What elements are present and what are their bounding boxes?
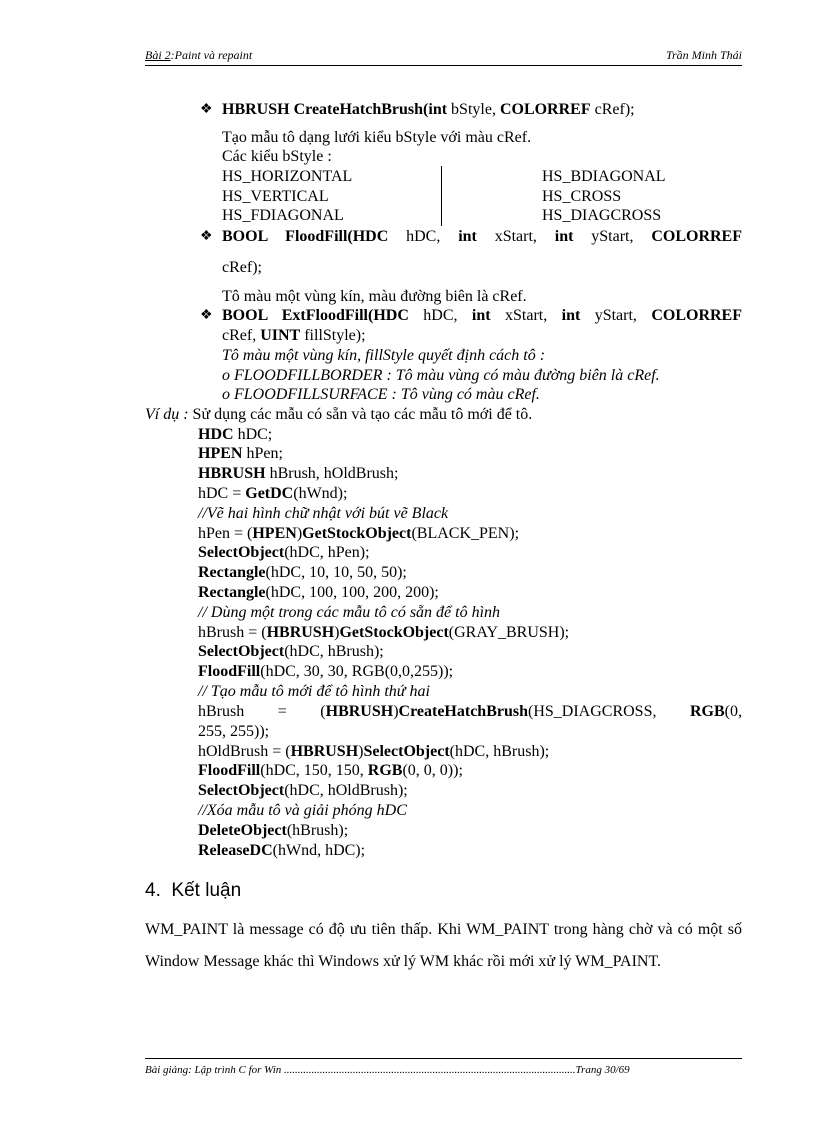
conclusion-paragraph: WM_PAINT là message có độ ưu tiên thấp. Khi WM_PAINT trong hàng chờ và có một số Window Message khác thì Windows xử lý WM khác rồi mới xử lý WM_PAINT. (145, 921, 742, 970)
code-line: hOldBrush = (HBRUSH)SelectObject(hDC, hBrush); (198, 743, 550, 760)
header-author: Trần Minh Thái (665, 48, 742, 62)
hatch-description: Tạo mẫu tô dạng lưới kiểu bStyle với màu cRef. (222, 129, 532, 146)
fillstyle-border: o FLOODFILLBORDER : Tô màu vùng có màu đường biên là cRef. (222, 367, 660, 384)
section-number: 4. (145, 880, 161, 901)
example-intro: Ví dụ : Sử dụng các mẫu có sẵn và tạo các mẫu tô mới để tô. (145, 406, 533, 423)
footer-rule (145, 1058, 742, 1059)
style-left-3: HS_FDIAGONAL (222, 207, 344, 224)
bullet-icon: ❖ (200, 229, 213, 244)
code-line: Rectangle(hDC, 100, 100, 200, 200); (198, 584, 439, 601)
code-line: HBRUSH hBrush, hOldBrush; (198, 465, 399, 482)
style-right-3: HS_DIAGCROSS (542, 207, 662, 224)
section-title: Kết luận (171, 880, 242, 901)
page-footer (145, 1064, 742, 1076)
bullet-icon: ❖ (200, 102, 213, 117)
code-line: SelectObject(hDC, hBrush); (198, 643, 384, 660)
footer-page-number: Trang 30/69 (575, 1064, 630, 1076)
code-line: ReleaseDC(hWnd, hDC); (198, 842, 366, 859)
code-line: FloodFill(hDC, 30, 30, RGB(0,0,255)); (198, 663, 454, 680)
code-line: hDC = GetDC(hWnd); (198, 485, 348, 502)
footer-title: Bài giảng: Lập trình C for Win (145, 1064, 282, 1076)
style-right-2: HS_CROSS (542, 188, 622, 205)
code-line: FloodFill(hDC, 150, 150, RGB(0, 0, 0)); (198, 762, 463, 779)
header-lesson-title: :Paint và repaint (170, 48, 253, 62)
extfloodfill-description: Tô màu một vùng kín, fillStyle quyết định cách tô : (222, 347, 546, 364)
example-label: Ví dụ : (145, 406, 189, 423)
fillstyle-surface: o FLOODFILLSURFACE : Tô vùng có màu cRef. (222, 386, 540, 403)
floodfill-description: Tô màu một vùng kín, màu đường biên là cRef. (222, 288, 527, 305)
code-line: SelectObject(hDC, hPen); (198, 544, 370, 561)
bullet-icon: ❖ (200, 308, 213, 323)
header-rule (145, 65, 742, 66)
code-comment: // Tạo mẫu tô mới để tô hình thứ hai (198, 683, 430, 700)
header-left (145, 48, 252, 63)
code-line: SelectObject(hDC, hOldBrush); (198, 782, 408, 799)
extfloodfill-signature-cont: cRef, UINT fillStyle); (222, 327, 366, 344)
code-line: DeleteObject(hBrush); (198, 822, 349, 839)
code-line: 255, 255)); (198, 723, 270, 740)
section-heading (145, 880, 241, 902)
code-line: Rectangle(hDC, 10, 10, 50, 50); (198, 564, 407, 581)
style-right-1: HS_BDIAGONAL (542, 168, 666, 185)
code-line: hBrush = (HBRUSH)CreateHatchBrush(HS_DIAGCROSS, RGB(0, (198, 703, 742, 720)
hatch-signature: HBRUSH CreateHatchBrush(int bStyle, COLORREF cRef); (222, 101, 635, 118)
code-comment: //Vẽ hai hình chữ nhật với bút vẽ Black (198, 505, 449, 522)
floodfill-signature-cont: cRef); (222, 259, 262, 276)
header-lesson-link[interactable]: Bài 2 (145, 48, 171, 62)
extfloodfill-signature: BOOL ExtFloodFill(HDC hDC, int xStart, int yStart, COLORREF (222, 307, 742, 324)
code-line: hBrush = (HBRUSH)GetStockObject(GRAY_BRUSH); (198, 624, 570, 641)
styles-divider (441, 166, 442, 226)
floodfill-signature: BOOL FloodFill(HDC hDC, int xStart, int yStart, COLORREF (222, 228, 742, 245)
style-left-2: HS_VERTICAL (222, 188, 329, 205)
code-line: HPEN hPen; (198, 445, 283, 462)
code-comment: //Xóa mẫu tô và giải phóng hDC (198, 802, 407, 819)
footer-leader: .......................................................................................................... (284, 1064, 576, 1076)
code-comment: // Dùng một trong các mẫu tô có sẵn để tô hình (198, 604, 501, 621)
code-line: HDC hDC; (198, 426, 273, 443)
style-left-1: HS_HORIZONTAL (222, 168, 353, 185)
hatch-styles-label: Các kiểu bStyle : (222, 148, 332, 165)
code-line: hPen = (HPEN)GetStockObject(BLACK_PEN); (198, 525, 520, 542)
